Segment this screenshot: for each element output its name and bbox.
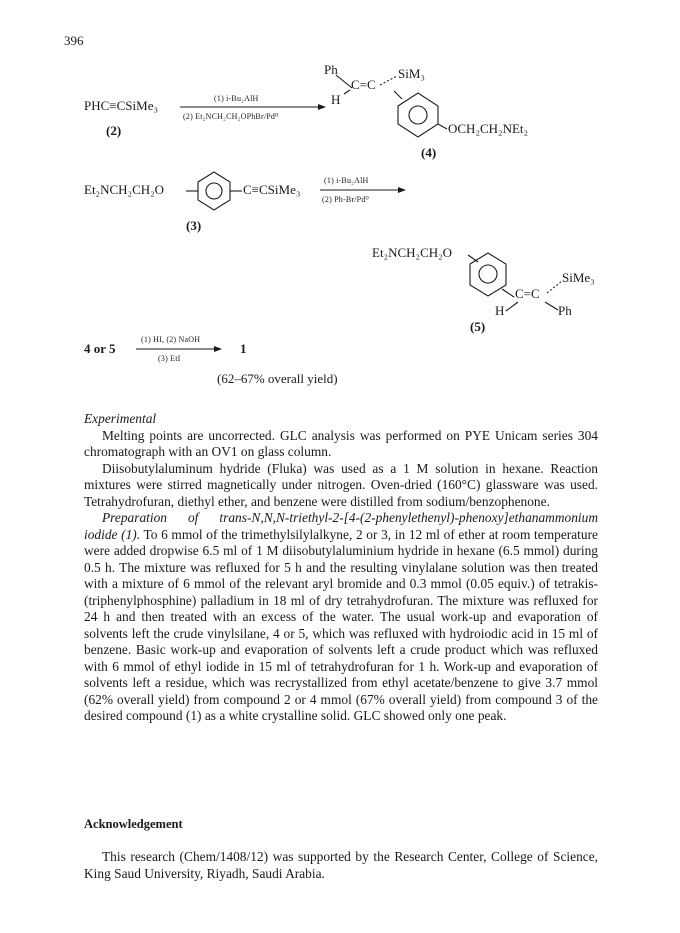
- arrow-3-reagent-top: (1) HI, (2) NaOH: [141, 335, 201, 344]
- benzene-ring-4-circle: [409, 106, 427, 124]
- arrow-2-reagent-bottom: (2) Ph-Br/Pd⁰: [322, 195, 369, 204]
- experimental-paragraph-1: Melting points are uncorrected. GLC analysis was performed on PYE Unicam series 304 chromatograph with an OV1 on glass column.: [84, 427, 598, 459]
- arrow-head-1: [318, 104, 326, 110]
- product-5-ceqc: C=C: [515, 286, 540, 301]
- benzene-ring-5: [470, 253, 506, 296]
- experimental-paragraph-3: [84, 510, 598, 725]
- bond-c-si-5: [547, 281, 562, 293]
- product-4-ceqc: C=C: [351, 77, 376, 92]
- experimental-section: [84, 411, 598, 725]
- experimental-paragraph-2: Diisobutylaluminum hydride (Fluka) was used as a 1 M solution in hexane. Reaction mixtures were stirred magnetically under nitrogen. Oven-dried (160°C) glassware was used. Tetrahydrofuran, diethyl ether, and benzene were distilled from sodium/benzophenone.: [84, 460, 598, 509]
- bond-c-h-5: [506, 302, 518, 311]
- arrow-head-3: [214, 346, 222, 352]
- product-4-ph: Ph: [324, 62, 338, 77]
- bond-ring-o-4: [438, 124, 447, 129]
- arrow-3-reagent-bottom: (3) EtI: [158, 354, 181, 363]
- bond-h-c: [344, 90, 350, 94]
- preparation-body: To 6 mmol of the trimethylsilylalkyne, 2 or 3, in 12 ml of ether at room temperature were added dropwise 6.5 ml of 1 M diisobutylaluminium hydride in hexane (6.5 mmol) during 0.5 h. The mixture was refluxed for 5 h and the resulting vinylalane solution was then treated with a mixture of 6 mmol of the relevant aryl bromide and 0.3 mmol (0.05 equiv.) of tetrakis-(triphenylphosphine) palladium in 18 ml of dry tetrahydrofuran. The mixture was refluxed for 24 h and then treated with an excess of the water. The usual work-up and evaporation of solvents left the crude vinylsilane, 4 or 5, which was refluxed with hydroiodic acid in 15 ml of benzene. Basic work-up and evaporation of solvents left a crude product which was refluxed with 6 mmol of ethyl iodide in 15 ml of tetrahydrofuran for 1 h. Work-up and evaporation of solvents left a residue, which was recrystallized from ethyl acetate/benzene to give 3.7 mmol (62% overall yield) from compound 2 or 4 mmol (67% overall yield) from compound 3 of the desired compound (1) as a white crystalline solid. GLC showed only one peak.: [84, 526, 598, 723]
- compound-3-right: C≡CSiMe₃: [243, 182, 301, 197]
- compound-3-left: Et₂NCH₂CH₂O: [84, 182, 165, 197]
- benzene-ring-4: [398, 93, 438, 137]
- bond-c-si: [380, 76, 397, 85]
- reaction-3-product: 1: [240, 341, 247, 356]
- product-5-label: (5): [470, 319, 486, 334]
- arrow-2-reagent-top: (1) i-Bu₂AlH: [324, 176, 369, 185]
- preparation-title: Preparation of trans-N,N,N-triethyl-2-[4-(2-phenylethenyl)-phenoxy]ethanammonium iodide (1).: [84, 510, 598, 542]
- compound-2-formula: PHC≡CSiMe₃: [84, 98, 158, 113]
- arrow-head-2: [398, 187, 406, 193]
- page-number: 396: [64, 33, 84, 48]
- acknowledgement-text: This research (Chem/1408/12) was supported by the Research Center, College of Science, King Saud University, Riyadh, Saudi Arabia.: [84, 849, 598, 881]
- acknowledgement-heading: Acknowledgement: [84, 817, 183, 831]
- benzene-ring-3-circle: [206, 183, 222, 199]
- reaction-3-start: 4 or 5: [84, 341, 116, 356]
- product-4-h: H: [331, 92, 341, 107]
- product-4-sim3: SiM₃: [398, 66, 425, 81]
- product-5-sime3: SiMe₃: [562, 270, 595, 285]
- bond-o-ring-5: [468, 255, 478, 262]
- bond-ph-c: [336, 75, 352, 88]
- benzene-ring-5-circle: [479, 265, 497, 283]
- overall-yield: (62–67% overall yield): [217, 371, 338, 386]
- arrow-1-reagent-bottom: (2) Et₂NCH₂CH₂OPhBr/Pd⁰: [183, 112, 279, 121]
- product-5-substituent: Et₂NCH₂CH₂O: [372, 245, 453, 260]
- bond-c-ring-4: [394, 91, 402, 99]
- product-5-h: H: [495, 303, 505, 318]
- bond-ring-c-5: [502, 289, 514, 297]
- product-4-label: (4): [421, 145, 437, 160]
- arrow-1-reagent-top: (1) i-Bu₂AlH: [214, 94, 259, 103]
- compound-2-label: (2): [106, 123, 122, 138]
- product-4-substituent: OCH₂CH₂NEt₂: [448, 121, 529, 136]
- experimental-heading: Experimental: [84, 411, 157, 426]
- benzene-ring-3: [198, 172, 230, 210]
- reaction-scheme-graphics: [0, 0, 680, 420]
- acknowledgement-section: [84, 849, 598, 882]
- compound-3-label: (3): [186, 218, 202, 233]
- bond-c-ph-5: [545, 302, 558, 310]
- product-5-ph: Ph: [558, 303, 572, 318]
